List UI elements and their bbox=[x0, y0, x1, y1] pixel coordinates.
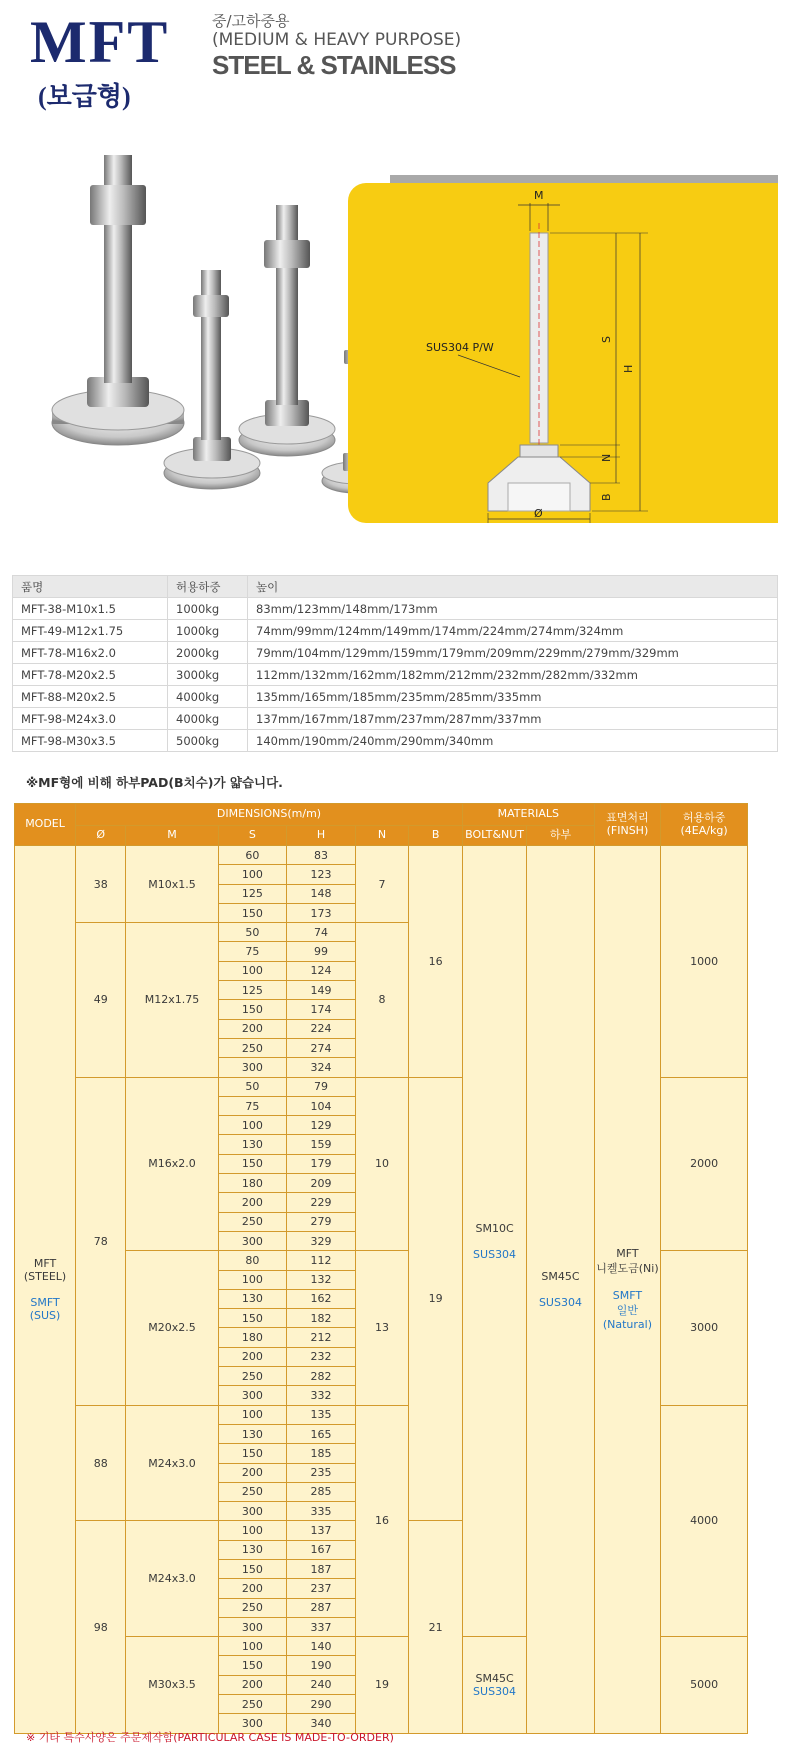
stroke-cell: 300 bbox=[218, 1386, 287, 1405]
spec-table-row bbox=[13, 620, 778, 642]
stroke-cell: 250 bbox=[218, 1212, 287, 1231]
purpose-english: (MEDIUM & HEAVY PURPOSE) bbox=[212, 30, 462, 50]
stroke-cell: 300 bbox=[218, 1231, 287, 1250]
dimension-drawing bbox=[348, 183, 778, 523]
stroke-cell: 130 bbox=[218, 1424, 287, 1443]
washer-label: SUS304 P/W bbox=[426, 341, 494, 354]
stroke-cell: 130 bbox=[218, 1540, 287, 1559]
header-dimensions: DIMENSIONS(m/m) bbox=[76, 804, 463, 826]
spec-table-row bbox=[13, 708, 778, 730]
thread-cell: M16x2.0 bbox=[126, 1077, 218, 1251]
stroke-cell: 100 bbox=[218, 1521, 287, 1540]
height-cell: 187 bbox=[287, 1559, 356, 1578]
nut-cell: 8 bbox=[355, 923, 409, 1077]
stroke-cell: 200 bbox=[218, 1193, 287, 1212]
stroke-cell: 250 bbox=[218, 1695, 287, 1714]
stroke-cell: 150 bbox=[218, 1309, 287, 1328]
height-cell: 279 bbox=[287, 1212, 356, 1231]
label-diameter: Ø bbox=[534, 507, 543, 520]
height-cell: 123 bbox=[287, 865, 356, 884]
stroke-cell: 50 bbox=[218, 1077, 287, 1096]
spec-cell-height: 135mm/165mm/185mm/235mm/285mm/335mm bbox=[248, 686, 778, 708]
spec-cell-height: 140mm/190mm/240mm/290mm/340mm bbox=[248, 730, 778, 752]
spec-cell-name: MFT-98-M30x3.5 bbox=[13, 730, 168, 752]
stroke-cell: 300 bbox=[218, 1617, 287, 1636]
spec-cell-height: 83mm/123mm/148mm/173mm bbox=[248, 598, 778, 620]
header-n: N bbox=[355, 826, 409, 846]
spec-cell-name: MFT-98-M24x3.0 bbox=[13, 708, 168, 730]
bottom-steel: SM45C bbox=[541, 1269, 580, 1283]
purpose-korean: 중/고하중용 bbox=[212, 12, 290, 30]
brand-title: MFT bbox=[30, 9, 170, 75]
load-cell: 3000 bbox=[661, 1251, 748, 1405]
stroke-cell: 250 bbox=[218, 1598, 287, 1617]
spec-table-header bbox=[13, 576, 778, 598]
height-cell: 112 bbox=[287, 1251, 356, 1270]
leveling-foot-small bbox=[164, 270, 260, 489]
stroke-cell: 150 bbox=[218, 1559, 287, 1578]
stroke-cell: 100 bbox=[218, 1405, 287, 1424]
finish-sus-desc: 일반(Natural) bbox=[602, 1304, 653, 1332]
stroke-cell: 200 bbox=[218, 1347, 287, 1366]
spec-cell-height: 74mm/99mm/124mm/149mm/174mm/224mm/274mm/324mm bbox=[248, 620, 778, 642]
nut-cell: 10 bbox=[355, 1077, 409, 1251]
stroke-cell: 300 bbox=[218, 1714, 287, 1733]
stroke-cell: 200 bbox=[218, 1019, 287, 1038]
stroke-cell: 150 bbox=[218, 903, 287, 922]
height-cell: 99 bbox=[287, 942, 356, 961]
pad-note: ※MF형에 비해 하부PAD(B치수)가 얇습니다. bbox=[26, 775, 283, 790]
dia-cell: 78 bbox=[76, 1077, 126, 1405]
height-cell: 137 bbox=[287, 1521, 356, 1540]
nut-cell: 7 bbox=[355, 846, 409, 923]
nut-cell: 19 bbox=[355, 1637, 409, 1733]
stroke-cell: 50 bbox=[218, 923, 287, 942]
thread-cell: M24x3.0 bbox=[126, 1521, 218, 1637]
header-bottom: 하부 bbox=[527, 826, 595, 846]
spec-cell-name: MFT-78-M20x2.5 bbox=[13, 664, 168, 686]
spec-cell-load: 1000kg bbox=[168, 598, 248, 620]
height-cell: 179 bbox=[287, 1154, 356, 1173]
finish-steel: MFT bbox=[616, 1247, 639, 1261]
height-cell: 209 bbox=[287, 1174, 356, 1193]
leveling-foot-large bbox=[52, 155, 184, 445]
bolt-material-cell bbox=[462, 846, 526, 1637]
stroke-cell: 75 bbox=[218, 1096, 287, 1115]
height-cell: 124 bbox=[287, 961, 356, 980]
spec-table-row bbox=[13, 642, 778, 664]
stroke-cell: 150 bbox=[218, 1154, 287, 1173]
height-cell: 285 bbox=[287, 1482, 356, 1501]
spec-cell-load: 3000kg bbox=[168, 664, 248, 686]
height-cell: 229 bbox=[287, 1193, 356, 1212]
footnote: ※ 기타 특수사양은 주문제작함(PARTICULAR CASE IS MADE-TO-ORDER) bbox=[26, 1731, 394, 1744]
height-cell: 237 bbox=[287, 1579, 356, 1598]
model-steel: MFT bbox=[33, 1256, 57, 1270]
spec-table-row bbox=[13, 598, 778, 620]
height-cell: 149 bbox=[287, 981, 356, 1000]
model-cell bbox=[15, 846, 76, 1734]
label-b: B bbox=[600, 493, 613, 501]
height-cell: 340 bbox=[287, 1714, 356, 1733]
stroke-cell: 200 bbox=[218, 1463, 287, 1482]
header-finish: 표면처리 (FINSH) bbox=[594, 804, 660, 846]
thread-cell: M20x2.5 bbox=[126, 1251, 218, 1405]
spec-header-name: 품명 bbox=[13, 576, 168, 598]
stroke-cell: 180 bbox=[218, 1328, 287, 1347]
height-cell: 165 bbox=[287, 1424, 356, 1443]
dia-cell: 98 bbox=[76, 1521, 126, 1733]
header-m: M bbox=[126, 826, 218, 846]
bolt-sus: SUS304 bbox=[473, 1247, 517, 1261]
thread-cell: M30x3.5 bbox=[126, 1637, 218, 1733]
spec-table-row bbox=[13, 730, 778, 752]
spec-table bbox=[12, 575, 778, 752]
label-m: M bbox=[534, 189, 544, 202]
material-line: STEEL & STAINLESS bbox=[212, 50, 456, 80]
bolt-material-cell bbox=[462, 1637, 526, 1733]
stroke-cell: 250 bbox=[218, 1367, 287, 1386]
header-load: 허용하중 (4EA/kg) bbox=[661, 804, 748, 846]
stroke-cell: 200 bbox=[218, 1579, 287, 1598]
bolt-sus: SUS304 bbox=[473, 1684, 517, 1698]
stroke-cell: 300 bbox=[218, 1502, 287, 1521]
stroke-cell: 75 bbox=[218, 942, 287, 961]
height-cell: 159 bbox=[287, 1135, 356, 1154]
stroke-cell: 250 bbox=[218, 1038, 287, 1057]
nut-cell: 16 bbox=[355, 1405, 409, 1637]
stroke-cell: 100 bbox=[218, 865, 287, 884]
finish-sus: SMFT bbox=[612, 1289, 643, 1303]
label-s: S bbox=[600, 336, 613, 343]
height-cell: 83 bbox=[287, 846, 356, 865]
thread-cell: M24x3.0 bbox=[126, 1405, 218, 1521]
height-cell: 129 bbox=[287, 1116, 356, 1135]
stroke-cell: 250 bbox=[218, 1482, 287, 1501]
thread-cell: M12x1.75 bbox=[126, 923, 218, 1077]
base-cell: 19 bbox=[409, 1077, 463, 1521]
height-cell: 235 bbox=[287, 1463, 356, 1482]
bottom-material-cell bbox=[527, 846, 595, 1734]
stroke-cell: 100 bbox=[218, 1270, 287, 1289]
height-cell: 240 bbox=[287, 1675, 356, 1694]
dia-cell: 49 bbox=[76, 923, 126, 1077]
spec-table-row bbox=[13, 686, 778, 708]
height-cell: 173 bbox=[287, 903, 356, 922]
stroke-cell: 200 bbox=[218, 1675, 287, 1694]
spec-cell-name: MFT-78-M16x2.0 bbox=[13, 642, 168, 664]
header-bolt-nut: BOLT&NUT bbox=[462, 826, 526, 846]
stroke-cell: 130 bbox=[218, 1135, 287, 1154]
spec-cell-load: 1000kg bbox=[168, 620, 248, 642]
height-cell: 185 bbox=[287, 1444, 356, 1463]
spec-cell-name: MFT-38-M10x1.5 bbox=[13, 598, 168, 620]
header-dia: Ø bbox=[76, 826, 126, 846]
load-cell: 2000 bbox=[661, 1077, 748, 1251]
model-sus: SMFT bbox=[30, 1295, 60, 1309]
dimension-table bbox=[14, 803, 748, 1734]
header-h: H bbox=[287, 826, 356, 846]
spec-cell-height: 137mm/167mm/187mm/237mm/287mm/337mm bbox=[248, 708, 778, 730]
spec-header-height: 높이 bbox=[248, 576, 778, 598]
height-cell: 132 bbox=[287, 1270, 356, 1289]
spec-cell-load: 4000kg bbox=[168, 686, 248, 708]
label-h: H bbox=[622, 364, 635, 373]
stroke-cell: 125 bbox=[218, 884, 287, 903]
header-s: S bbox=[218, 826, 287, 846]
nut-cell: 13 bbox=[355, 1251, 409, 1405]
load-cell: 1000 bbox=[661, 846, 748, 1078]
stroke-cell: 130 bbox=[218, 1289, 287, 1308]
spec-cell-load: 2000kg bbox=[168, 642, 248, 664]
finish-cell bbox=[594, 846, 660, 1734]
label-n: N bbox=[600, 453, 613, 462]
base-cell: 16 bbox=[409, 846, 463, 1078]
height-cell: 148 bbox=[287, 884, 356, 903]
stroke-cell: 125 bbox=[218, 981, 287, 1000]
height-cell: 167 bbox=[287, 1540, 356, 1559]
height-cell: 329 bbox=[287, 1231, 356, 1250]
header-materials: MATERIALS bbox=[462, 804, 594, 826]
base-cell: 21 bbox=[409, 1521, 463, 1733]
thread-cell: M10x1.5 bbox=[126, 846, 218, 923]
height-cell: 190 bbox=[287, 1656, 356, 1675]
height-cell: 162 bbox=[287, 1289, 356, 1308]
header-model: MODEL bbox=[15, 804, 76, 846]
height-cell: 224 bbox=[287, 1019, 356, 1038]
spec-cell-height: 112mm/132mm/162mm/182mm/212mm/232mm/282mm/332mm bbox=[248, 664, 778, 686]
height-cell: 79 bbox=[287, 1077, 356, 1096]
brand-subtitle: (보급형) bbox=[38, 82, 131, 111]
spacer bbox=[595, 1276, 660, 1289]
model-steel-sub: (STEEL) bbox=[23, 1269, 67, 1283]
dia-cell: 38 bbox=[76, 846, 126, 923]
stroke-cell: 150 bbox=[218, 1000, 287, 1019]
bottom-sus: SUS304 bbox=[538, 1295, 582, 1309]
height-cell: 337 bbox=[287, 1617, 356, 1636]
spec-header-load: 허용하중 bbox=[168, 576, 248, 598]
header-b: B bbox=[409, 826, 463, 846]
height-cell: 282 bbox=[287, 1367, 356, 1386]
stroke-cell: 80 bbox=[218, 1251, 287, 1270]
spec-cell-height: 79mm/104mm/129mm/159mm/179mm/209mm/229mm/279mm/329mm bbox=[248, 642, 778, 664]
stroke-cell: 150 bbox=[218, 1656, 287, 1675]
height-cell: 140 bbox=[287, 1637, 356, 1656]
height-cell: 74 bbox=[287, 923, 356, 942]
dia-cell: 88 bbox=[76, 1405, 126, 1521]
spec-cell-load: 5000kg bbox=[168, 730, 248, 752]
stroke-cell: 150 bbox=[218, 1444, 287, 1463]
height-cell: 274 bbox=[287, 1038, 356, 1057]
stroke-cell: 60 bbox=[218, 846, 287, 865]
height-cell: 104 bbox=[287, 1096, 356, 1115]
spacer bbox=[463, 1235, 526, 1248]
model-sus-sub: (SUS) bbox=[29, 1308, 61, 1322]
height-cell: 287 bbox=[287, 1598, 356, 1617]
height-cell: 174 bbox=[287, 1000, 356, 1019]
bolt-steel: SM45C bbox=[475, 1671, 514, 1685]
spec-cell-load: 4000kg bbox=[168, 708, 248, 730]
finish-steel-desc: 니켈도금(Ni) bbox=[596, 1262, 659, 1276]
stroke-cell: 100 bbox=[218, 1116, 287, 1135]
height-cell: 324 bbox=[287, 1058, 356, 1077]
stroke-cell: 180 bbox=[218, 1174, 287, 1193]
leveling-foot-medium bbox=[239, 205, 335, 456]
stroke-cell: 300 bbox=[218, 1058, 287, 1077]
height-cell: 212 bbox=[287, 1328, 356, 1347]
spec-cell-name: MFT-88-M20x2.5 bbox=[13, 686, 168, 708]
height-cell: 335 bbox=[287, 1502, 356, 1521]
height-cell: 135 bbox=[287, 1405, 356, 1424]
bolt-steel: SM10C bbox=[475, 1221, 514, 1235]
spacer bbox=[527, 1283, 594, 1296]
stroke-cell: 100 bbox=[218, 1637, 287, 1656]
load-cell: 5000 bbox=[661, 1637, 748, 1733]
dimension-row bbox=[15, 846, 748, 865]
height-cell: 232 bbox=[287, 1347, 356, 1366]
stroke-cell: 100 bbox=[218, 961, 287, 980]
height-cell: 332 bbox=[287, 1386, 356, 1405]
spec-cell-name: MFT-49-M12x1.75 bbox=[13, 620, 168, 642]
height-cell: 182 bbox=[287, 1309, 356, 1328]
spacer bbox=[15, 1283, 75, 1296]
height-cell: 290 bbox=[287, 1695, 356, 1714]
spec-table-row bbox=[13, 664, 778, 686]
load-cell: 4000 bbox=[661, 1405, 748, 1637]
